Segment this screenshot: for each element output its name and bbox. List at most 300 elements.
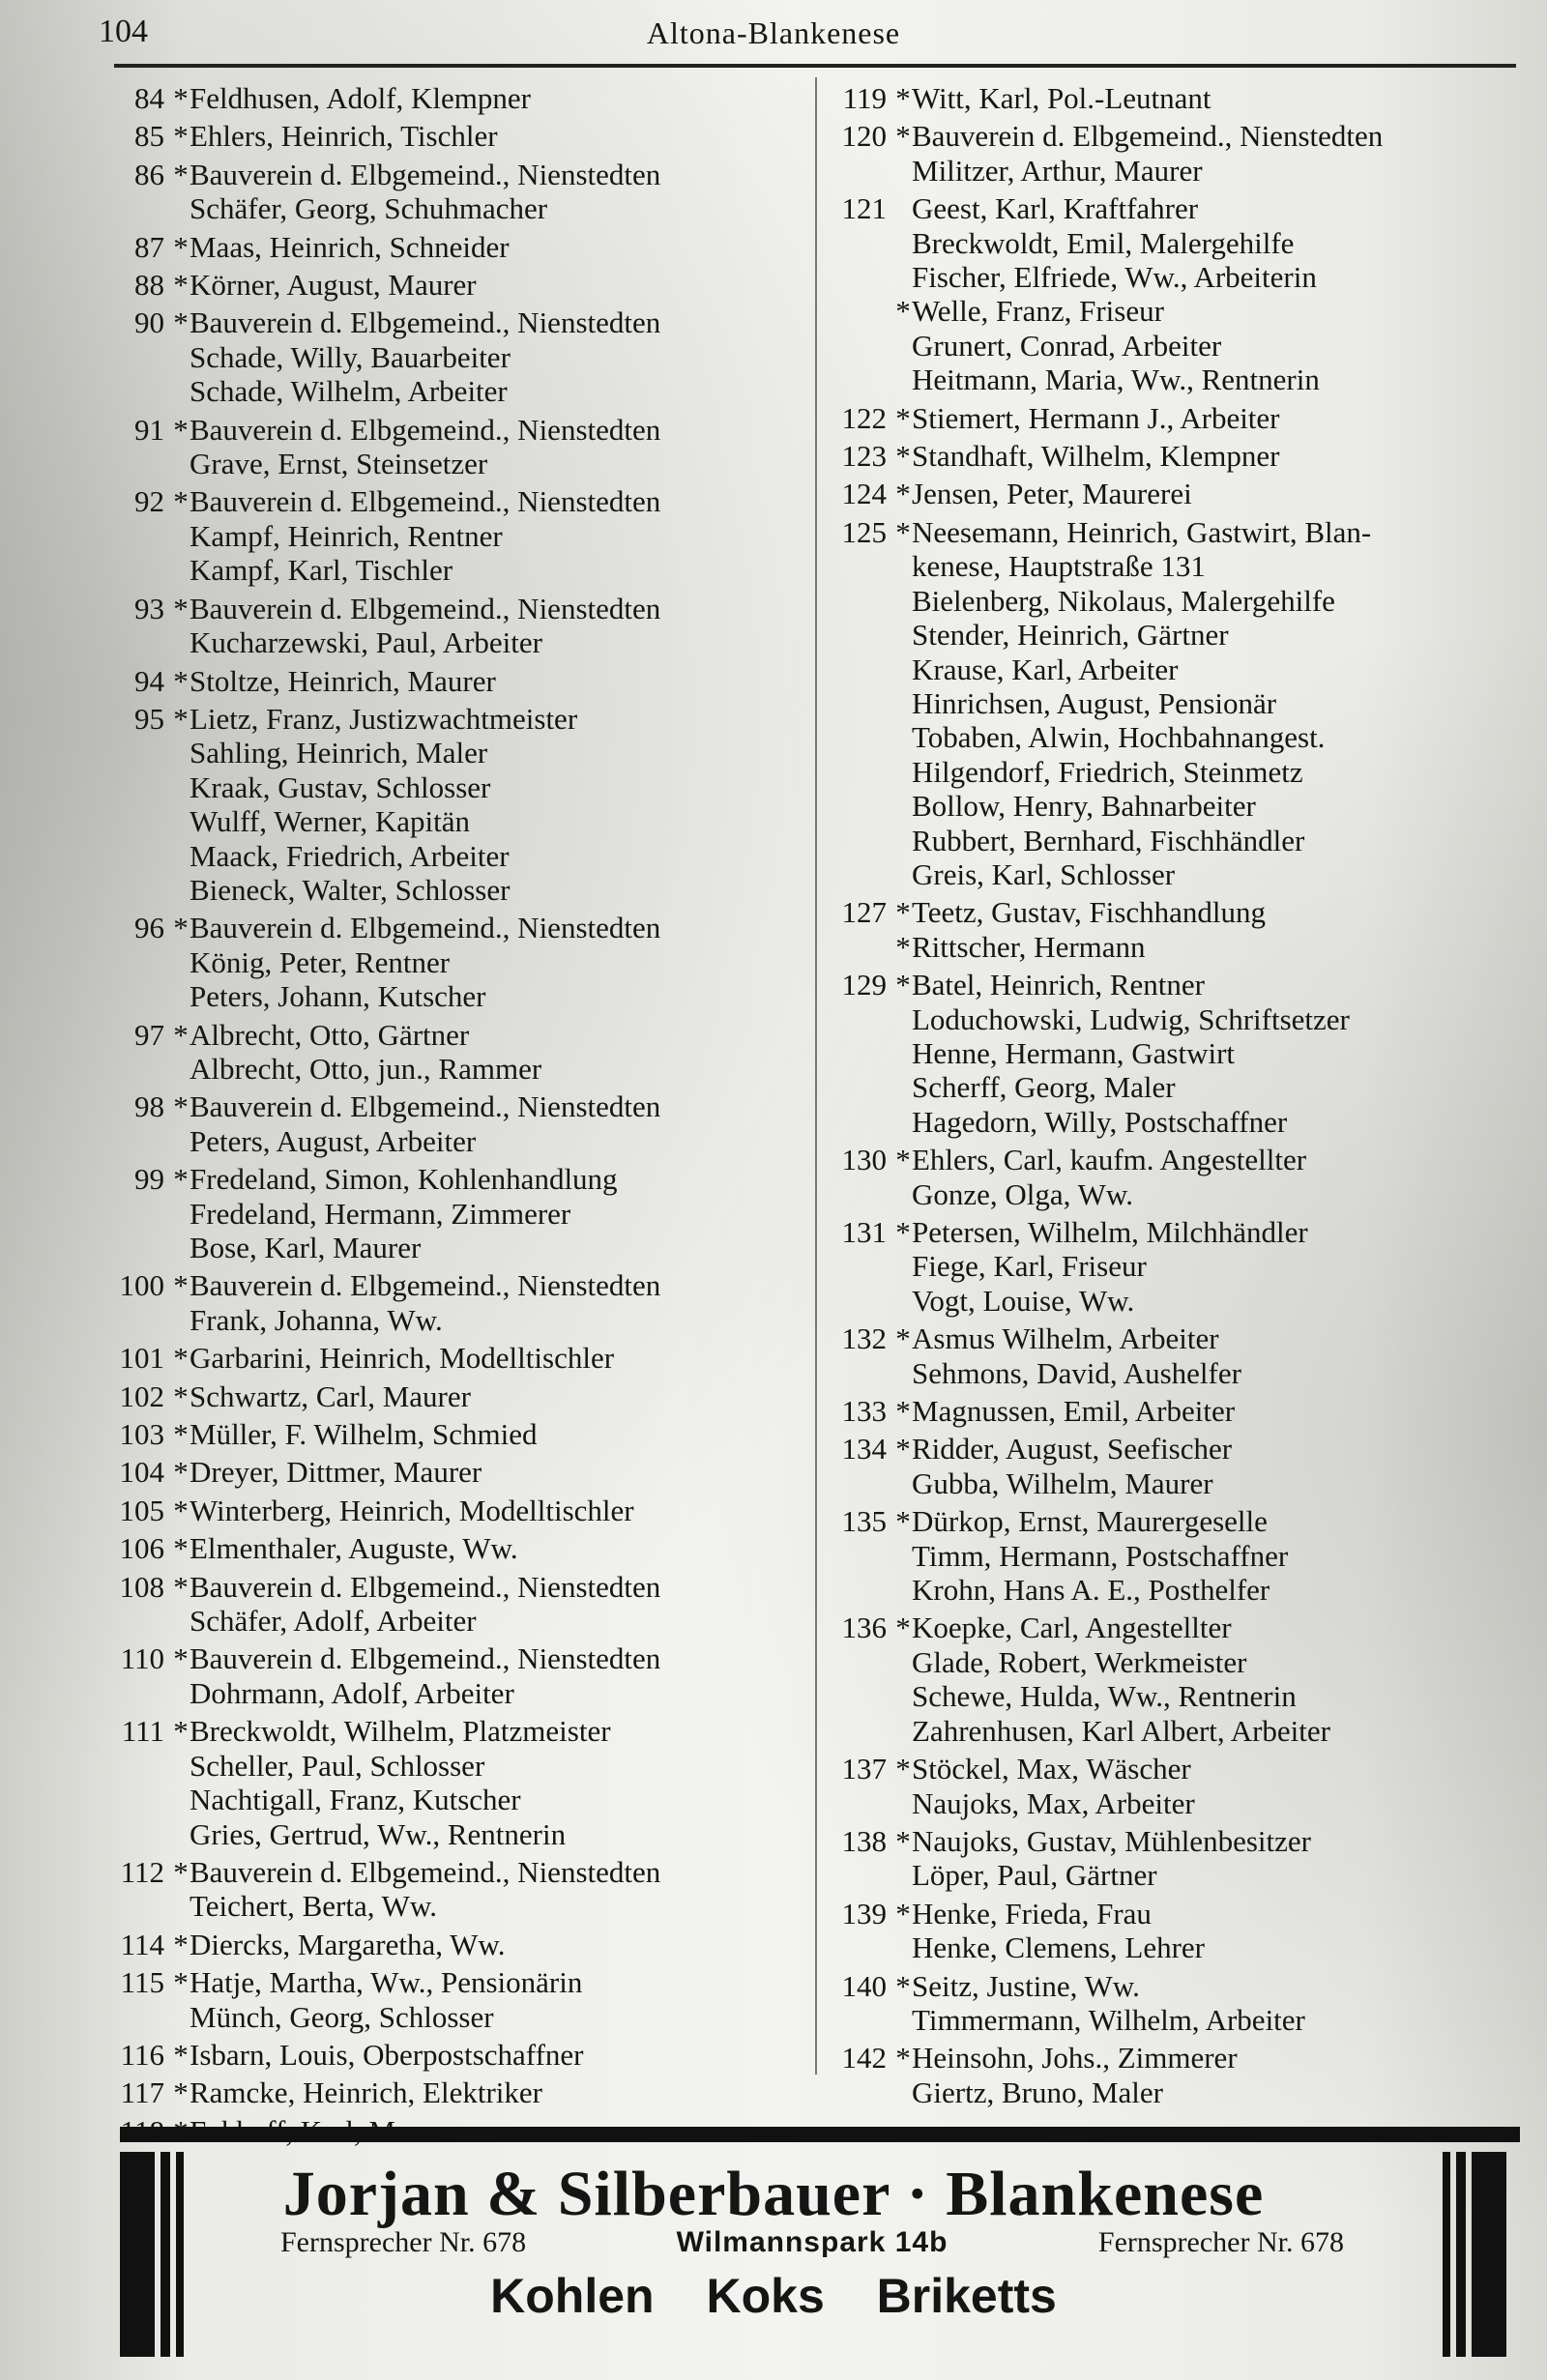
resident-text: Stender, Heinrich, Gärtner: [912, 618, 1229, 653]
directory-entry: [99, 81, 804, 115]
resident-text: Münch, Georg, Schlosser: [190, 1999, 494, 2034]
house-number: [828, 329, 894, 363]
owner-marker: *: [895, 1432, 911, 1466]
owner-marker: *: [173, 911, 189, 945]
owner-marker: *: [895, 1321, 911, 1356]
directory-entry: [828, 2003, 1514, 2037]
house-number: [828, 1573, 894, 1607]
owner-marker: *: [173, 1379, 189, 1413]
owner-marker: *: [895, 1215, 911, 1249]
house-number: 131: [841, 1215, 887, 1249]
ad-address: Wilmannspark 14b: [676, 2226, 949, 2258]
directory-entry: [99, 2075, 804, 2109]
owner-marker: *: [895, 1611, 911, 1645]
house-number: 84: [134, 81, 164, 115]
directory-entry: [99, 1162, 804, 1196]
directory-entry: [99, 736, 804, 769]
house-number: [828, 1284, 894, 1318]
house-number: [828, 755, 894, 789]
owner-marker: *: [173, 1268, 189, 1303]
house-number: [99, 1889, 172, 1923]
owner-marker: [172, 1817, 190, 1851]
house-number: 137: [841, 1752, 887, 1786]
house-number: [828, 653, 894, 686]
resident-text: Naujoks, Gustav, Mühlenbesitzer: [912, 1823, 1311, 1858]
house-number: 101: [119, 1341, 164, 1376]
owner-marker: *: [895, 1504, 911, 1539]
directory-entry: [828, 1858, 1514, 1892]
house-number: 124: [841, 477, 887, 511]
resident-text: Geest, Karl, Kraftfahrer: [912, 191, 1199, 226]
house-number: [99, 340, 172, 374]
directory-entry: [828, 226, 1514, 260]
directory-entry: [828, 1356, 1514, 1390]
owner-marker: *: [173, 1641, 189, 1676]
directory-entry: [99, 158, 804, 191]
resident-text: Dohrmann, Adolf, Arbeiter: [190, 1675, 514, 1710]
house-number: [99, 979, 172, 1013]
resident-text: Bose, Karl, Maurer: [190, 1231, 422, 1264]
ad-contact-line: [280, 2226, 1344, 2259]
owner-marker: [894, 789, 912, 823]
directory-entry: [99, 1231, 804, 1264]
house-number: [828, 226, 894, 260]
resident-text: Albrecht, Otto, Gärtner: [190, 1017, 470, 1052]
resident-text: Timmermann, Wilhelm, Arbeiter: [912, 2002, 1305, 2037]
owner-marker: *: [173, 157, 189, 191]
directory-entry: [99, 770, 804, 804]
owner-marker: [172, 1783, 190, 1816]
owner-marker: [894, 1177, 912, 1211]
owner-marker: *: [895, 400, 911, 435]
resident-text: Bauverein d. Elbgemeind., Nienstedten: [190, 1569, 661, 1604]
directory-entry: [828, 618, 1514, 652]
resident-text: Fredeland, Hermann, Zimmerer: [190, 1196, 571, 1231]
resident-text: Wulff, Werner, Kapitän: [190, 804, 470, 839]
directory-entry: [99, 1676, 804, 1710]
resident-text: Isbarn, Louis, Oberpostschaffner: [190, 2037, 584, 2072]
resident-text: Grunert, Conrad, Arbeiter: [912, 328, 1222, 363]
resident-text: Schade, Wilhelm, Arbeiter: [190, 374, 508, 409]
owner-marker: [172, 447, 190, 480]
owner-marker: *: [173, 229, 189, 264]
house-number: [99, 1124, 172, 1158]
resident-text: Magnussen, Emil, Arbeiter: [912, 1394, 1236, 1429]
owner-marker: [172, 553, 190, 587]
owner-marker: [172, 736, 190, 769]
house-number: 85: [134, 119, 164, 154]
owner-marker: *: [895, 1823, 911, 1858]
resident-text: Welle, Franz, Friseur: [912, 294, 1164, 329]
house-number: 119: [842, 81, 887, 115]
owner-marker: [894, 1036, 912, 1070]
house-number: 92: [134, 484, 164, 519]
directory-entry: [99, 1817, 804, 1851]
owner-marker: [894, 720, 912, 754]
directory-entry: [99, 592, 804, 625]
house-number: 106: [119, 1531, 164, 1566]
owner-marker: *: [173, 119, 189, 154]
directory-entry: [828, 260, 1514, 294]
house-number: [99, 191, 172, 225]
directory-entry: [828, 1504, 1514, 1538]
directory-entry: [828, 329, 1514, 363]
owner-marker: [894, 329, 912, 363]
house-number: 133: [841, 1394, 887, 1429]
directory-entry: [99, 1379, 804, 1413]
resident-text: Peters, Johann, Kutscher: [190, 979, 486, 1014]
owner-marker: [894, 653, 912, 686]
owner-marker: [172, 1124, 190, 1158]
directory-entry: [99, 1417, 804, 1451]
house-number: 142: [841, 2041, 887, 2075]
owner-marker: *: [895, 2041, 911, 2075]
house-number: [828, 584, 894, 618]
resident-text: Kraak, Gustav, Schlosser: [190, 769, 491, 804]
resident-text: Heinsohn, Johs., Zimmerer: [912, 2041, 1238, 2075]
house-number: 104: [119, 1455, 164, 1490]
house-number: [99, 1817, 172, 1851]
house-number: 135: [841, 1504, 887, 1539]
owner-marker: [172, 979, 190, 1013]
resident-text: König, Peter, Rentner: [190, 944, 451, 979]
house-number: 95: [134, 701, 164, 736]
directory-entry: [99, 1052, 804, 1086]
owner-marker: [172, 1197, 190, 1231]
directory-entry: [828, 1786, 1514, 1820]
resident-text: Hatje, Martha, Ww., Pensionärin: [190, 1965, 583, 2000]
owner-marker: *: [895, 514, 911, 549]
directory-entry: [828, 549, 1514, 583]
house-number: [99, 1197, 172, 1231]
owner-marker: [172, 1749, 190, 1783]
resident-text: Stöckel, Max, Wäscher: [912, 1752, 1191, 1786]
directory-entry: [99, 305, 804, 339]
owner-marker: [172, 839, 190, 873]
owner-marker: [172, 1231, 190, 1264]
resident-text: Gries, Gertrud, Ww., Rentnerin: [190, 1816, 567, 1851]
directory-entry: [99, 374, 804, 408]
directory-entry: [828, 154, 1514, 188]
resident-text: Fischer, Elfriede, Ww., Arbeiterin: [912, 260, 1317, 295]
resident-text: Giertz, Bruno, Maler: [912, 2075, 1163, 2109]
directory-entry: [828, 2075, 1514, 2109]
owner-marker: [894, 1002, 912, 1036]
resident-text: Hagedorn, Willy, Postschaffner: [912, 1104, 1288, 1139]
directory-entry: [828, 1070, 1514, 1104]
directory-entry: [828, 363, 1514, 396]
owner-marker: *: [895, 1394, 911, 1429]
resident-text: Henke, Clemens, Lehrer: [912, 1930, 1205, 1965]
owner-marker: [172, 625, 190, 659]
owner-marker: *: [895, 1896, 911, 1930]
house-number: [828, 824, 894, 857]
house-number: 103: [119, 1417, 164, 1452]
owner-marker: *: [173, 591, 189, 625]
resident-text: Schade, Willy, Bauarbeiter: [190, 339, 511, 374]
resident-text: Rittscher, Hermann: [912, 929, 1146, 964]
directory-entry: [99, 1889, 804, 1923]
resident-text: Jensen, Peter, Maurerei: [912, 477, 1192, 511]
house-number: 105: [119, 1493, 164, 1527]
resident-text: Kampf, Heinrich, Rentner: [190, 518, 503, 553]
owner-marker: [894, 363, 912, 396]
directory-entry: [828, 720, 1514, 754]
resident-text: Fredeland, Simon, Kohlenhandlung: [190, 1162, 618, 1197]
resident-text: Bielenberg, Nikolaus, Malergehilfe: [912, 583, 1335, 618]
resident-text: Bauverein d. Elbgemeind., Nienstedten: [190, 305, 661, 340]
house-number: [99, 1749, 172, 1783]
house-number: [828, 2003, 894, 2037]
owner-marker: [894, 549, 912, 583]
owner-marker: [894, 755, 912, 789]
resident-text: Bauverein d. Elbgemeind., Nienstedten: [190, 1854, 661, 1889]
house-number: [828, 1714, 894, 1748]
house-number: [99, 839, 172, 873]
directory-entry: [99, 268, 804, 302]
owner-marker: [894, 1930, 912, 1964]
resident-text: Ehlers, Heinrich, Tischler: [190, 119, 498, 154]
directory-entry: [828, 439, 1514, 473]
directory-entry: [99, 191, 804, 225]
owner-marker: *: [895, 895, 911, 930]
resident-text: Bauverein d. Elbgemeind., Nienstedten: [190, 591, 661, 625]
resident-text: Koepke, Carl, Angestellter: [912, 1611, 1232, 1645]
owner-marker: [894, 1786, 912, 1820]
house-number: [99, 447, 172, 480]
house-number: [828, 618, 894, 652]
house-number: 98: [134, 1089, 164, 1124]
resident-text: Ridder, August, Seefischer: [912, 1432, 1233, 1466]
owner-marker: *: [173, 663, 189, 698]
resident-text: Greis, Karl, Schlosser: [912, 856, 1176, 891]
directory-entry: [99, 1124, 804, 1158]
resident-text: Bauverein d. Elbgemeind., Nienstedten: [190, 157, 661, 191]
resident-text: Sehmons, David, Aushelfer: [912, 1355, 1241, 1390]
directory-entry: [828, 824, 1514, 857]
house-number: 96: [134, 911, 164, 945]
house-number: [99, 770, 172, 804]
resident-text: Ehlers, Carl, kaufm. Angestellter: [912, 1143, 1307, 1177]
resident-text: Maack, Friedrich, Arbeiter: [190, 838, 510, 873]
directory-entry: [99, 1494, 804, 1527]
house-number: 132: [841, 1321, 887, 1356]
directory-entry: [828, 1466, 1514, 1500]
owner-marker: [172, 804, 190, 838]
directory-entry: [99, 1570, 804, 1604]
house-number: 123: [841, 439, 887, 474]
directory-entry: [99, 1965, 804, 1999]
directory-entry: [828, 1969, 1514, 2003]
owner-marker: [172, 945, 190, 979]
page-number: 104: [99, 14, 148, 49]
resident-text: Gubba, Wilhelm, Maurer: [912, 1466, 1213, 1500]
house-number: [828, 1105, 894, 1139]
owner-marker: [894, 1249, 912, 1283]
directory-entry: [99, 1928, 804, 1961]
owner-marker: [894, 1714, 912, 1748]
house-number: 93: [134, 591, 164, 625]
resident-text: Bauverein d. Elbgemeind., Nienstedten: [190, 1641, 661, 1676]
directory-entry: [99, 1641, 804, 1675]
directory-entry: [99, 553, 804, 587]
owner-marker: *: [895, 439, 911, 474]
owner-marker: *: [895, 929, 911, 964]
house-number: [828, 930, 894, 964]
directory-entry: [828, 686, 1514, 720]
owner-marker: [894, 260, 912, 294]
ad-phone-right: Fernsprecher Nr. 678: [1097, 2226, 1344, 2258]
resident-text: Körner, August, Maurer: [190, 268, 477, 303]
house-number: 88: [134, 268, 164, 303]
house-number: [99, 519, 172, 553]
directory-entry: [828, 1714, 1514, 1748]
directory-entry: [99, 839, 804, 873]
house-number: [828, 1356, 894, 1390]
house-number: [828, 1539, 894, 1573]
resident-text: Schäfer, Adolf, Arbeiter: [190, 1604, 477, 1639]
directory-entry: [828, 81, 1514, 115]
resident-text: Bauverein d. Elbgemeind., Nienstedten: [190, 484, 661, 519]
house-number: [99, 1303, 172, 1337]
house-number: [828, 1177, 894, 1211]
directory-entry: [828, 1645, 1514, 1679]
directory-entry: [99, 945, 804, 979]
house-number: 86: [134, 157, 164, 191]
resident-text: Lietz, Franz, Justizwachtmeister: [190, 701, 578, 736]
owner-marker: *: [173, 1493, 189, 1527]
directory-entry: [99, 702, 804, 736]
owner-marker: *: [173, 2037, 189, 2072]
house-number: [99, 1676, 172, 1710]
directory-entry: [828, 2041, 1514, 2075]
resident-text: Frank, Johanna, Ww.: [190, 1302, 443, 1337]
owner-marker: [894, 1679, 912, 1713]
owner-marker: *: [173, 305, 189, 340]
house-number: 111: [121, 1714, 164, 1749]
directory-entry: [828, 1752, 1514, 1785]
directory-entry: [828, 477, 1514, 510]
house-number: 125: [841, 514, 887, 549]
owner-marker: [894, 1284, 912, 1318]
directory-entry: [828, 895, 1514, 929]
house-number: [99, 374, 172, 408]
directory-entry: [99, 230, 804, 264]
resident-text: Henke, Frieda, Frau: [912, 1896, 1152, 1930]
owner-marker: [894, 857, 912, 891]
owner-marker: [172, 519, 190, 553]
owner-marker: [172, 1052, 190, 1086]
directory-entry: [828, 1002, 1514, 1036]
directory-entry: [99, 447, 804, 480]
owner-marker: [894, 1539, 912, 1573]
resident-text: Petersen, Wilhelm, Milchhändler: [912, 1215, 1308, 1249]
house-number: 97: [134, 1017, 164, 1052]
house-number: 110: [120, 1641, 164, 1676]
directory-entry: [99, 1197, 804, 1231]
resident-text: Garbarini, Heinrich, Modelltischler: [190, 1341, 615, 1376]
resident-text: Asmus Wilhelm, Arbeiter: [912, 1321, 1219, 1356]
owner-marker: *: [173, 1017, 189, 1052]
resident-text: Zahrenhusen, Karl Albert, Arbeiter: [912, 1713, 1330, 1748]
owner-marker: *: [895, 294, 911, 329]
directory-entry: [828, 653, 1514, 686]
house-number: 91: [134, 412, 164, 447]
resident-text: Maas, Heinrich, Schneider: [190, 229, 510, 264]
owner-marker: [894, 226, 912, 260]
directory-entry: [828, 1394, 1514, 1428]
house-number: [99, 1783, 172, 1816]
resident-text: Krause, Karl, Arbeiter: [912, 652, 1179, 686]
owner-marker: *: [173, 1714, 189, 1749]
resident-text: Bauverein d. Elbgemeind., Nienstedten: [190, 1089, 661, 1124]
owner-marker: [894, 618, 912, 652]
resident-text: Rubbert, Bernhard, Fischhändler: [912, 823, 1305, 857]
directory-entry: [99, 1749, 804, 1783]
directory-entry: [828, 1321, 1514, 1355]
owner-marker: *: [173, 1569, 189, 1604]
directory-entry: [828, 1679, 1514, 1713]
owner-marker: *: [173, 1455, 189, 1490]
owner-marker: *: [173, 1927, 189, 1961]
directory-entry: [828, 1143, 1514, 1176]
directory-entry: [828, 930, 1514, 964]
directory-entry: [99, 1783, 804, 1816]
resident-text: Standhaft, Wilhelm, Klempner: [912, 439, 1280, 474]
directory-entry: [99, 340, 804, 374]
resident-text: Breckwoldt, Wilhelm, Platzmeister: [190, 1714, 611, 1749]
house-number: [828, 260, 894, 294]
directory-entry: [828, 1036, 1514, 1070]
house-number: [828, 154, 894, 188]
left-column: [99, 81, 804, 2148]
owner-marker: *: [173, 1089, 189, 1124]
house-number: [99, 873, 172, 907]
house-number: [99, 1231, 172, 1264]
owner-marker: [172, 770, 190, 804]
house-number: [828, 1036, 894, 1070]
resident-text: kenese, Hauptstraße 131: [912, 549, 1206, 584]
house-number: [99, 945, 172, 979]
house-number: 122: [841, 400, 887, 435]
owner-marker: *: [173, 1417, 189, 1452]
resident-text: Elmenthaler, Auguste, Ww.: [190, 1531, 518, 1566]
directory-entry: [99, 1604, 804, 1638]
directory-entry: [828, 1611, 1514, 1644]
directory-entry: [99, 1455, 804, 1489]
owner-marker: *: [173, 1965, 189, 2000]
house-number: [99, 804, 172, 838]
directory-entry: [99, 664, 804, 698]
resident-text: Loduchowski, Ludwig, Schriftsetzer: [912, 1001, 1350, 1036]
directory-entry: [828, 1897, 1514, 1930]
directory-entry: [828, 1930, 1514, 1964]
owner-marker: *: [173, 1854, 189, 1889]
resident-text: Batel, Heinrich, Rentner: [912, 968, 1206, 1002]
resident-text: Stiemert, Hermann J., Arbeiter: [912, 400, 1280, 435]
resident-text: Müller, F. Wilhelm, Schmied: [190, 1417, 538, 1452]
resident-text: Timm, Hermann, Postschaffner: [912, 1538, 1289, 1573]
house-number: [99, 625, 172, 659]
resident-text: Scherff, Georg, Maler: [912, 1070, 1176, 1105]
owner-marker: [894, 1645, 912, 1679]
resident-text: Bollow, Henry, Bahnarbeiter: [912, 789, 1256, 824]
directory-entry: [828, 1177, 1514, 1211]
house-number: [828, 1466, 894, 1500]
resident-text: Naujoks, Max, Arbeiter: [912, 1785, 1195, 1820]
directory-entry: [99, 1531, 804, 1565]
directory-entry: [99, 625, 804, 659]
